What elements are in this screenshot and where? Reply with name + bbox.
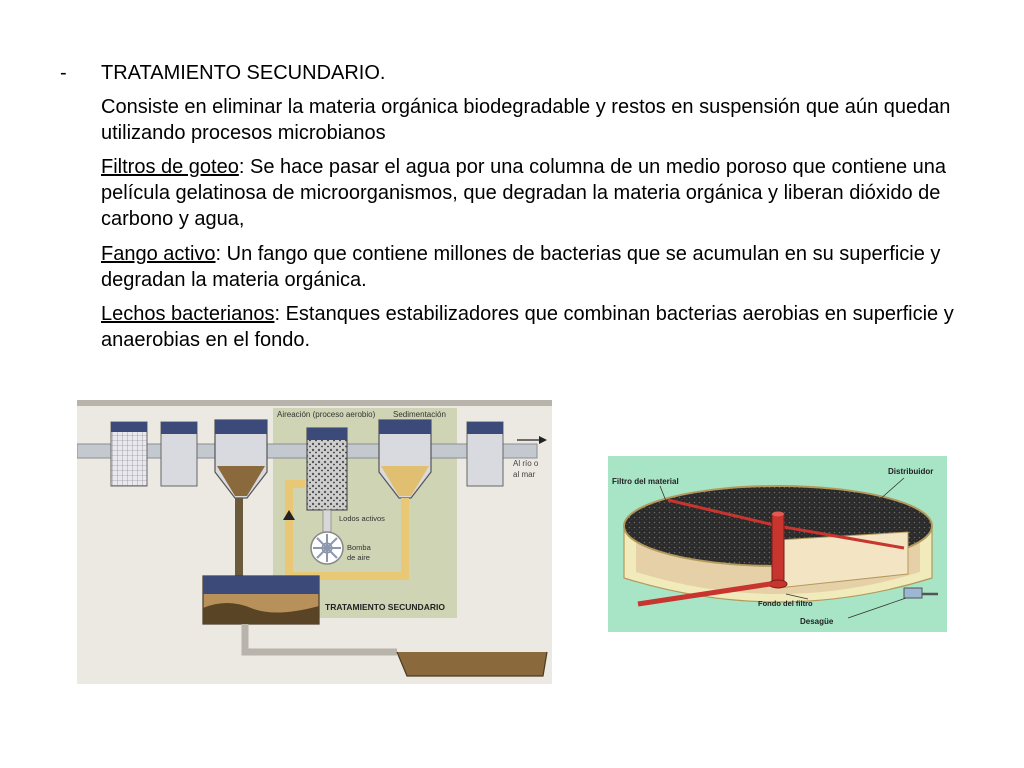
label-sludge: Lodos activos bbox=[339, 514, 385, 523]
air-pipe bbox=[323, 510, 331, 532]
paragraph-trickling-filters bbox=[101, 154, 981, 232]
label-drain: Desagüe bbox=[800, 617, 834, 626]
air-pump-blades bbox=[313, 534, 341, 562]
label-exit-line1: Al río o bbox=[513, 459, 539, 468]
trickling-filter-diagram bbox=[608, 456, 947, 632]
term-activated-sludge: Fango activo bbox=[101, 243, 216, 265]
aeration-column-water bbox=[307, 428, 347, 440]
drain-box bbox=[904, 588, 922, 598]
screen-tank-water bbox=[111, 422, 147, 432]
bullet-dash: - bbox=[60, 62, 67, 84]
label-pump-line1: Bomba bbox=[347, 543, 371, 552]
outlet-tank-water bbox=[467, 422, 503, 434]
label-exit-line2: al mar bbox=[513, 470, 536, 479]
primary-settler-water bbox=[215, 420, 267, 434]
term-bacterial-beds: Lechos bacterianos bbox=[101, 303, 275, 325]
sludge-tank-water bbox=[203, 576, 319, 594]
central-column-base bbox=[769, 580, 787, 588]
secondary-settler-water bbox=[379, 420, 431, 434]
label-diagram-title: TRATAMIENTO SECUNDARIO bbox=[325, 602, 445, 612]
label-filter-bottom: Fondo del filtro bbox=[758, 599, 813, 608]
pretreatment-tank-water bbox=[161, 422, 197, 434]
section-heading: TRATAMIENTO SECUNDARIO. bbox=[101, 62, 386, 84]
desc-bacterial-beds: : Estanques estabilizadores que combinan bacterias aerobias en superficie y anaerobias en el fondo. bbox=[101, 303, 954, 351]
intro-paragraph: Consiste en eliminar la materia orgánica biodegradable y restos en suspensión que aún quedan utilizando procesos microbianos bbox=[101, 96, 951, 144]
diagram1-top-edge bbox=[77, 400, 552, 406]
desc-activated-sludge: : Un fango que contiene millones de bacterias que se acumulan en su superficie y degradan la materia orgánica. bbox=[101, 243, 941, 291]
drying-bed bbox=[397, 652, 547, 676]
desc-trickling-filters: : Se hace pasar el agua por una columna de un medio poroso que contiene una película gelatinosa de microorganismos, que degradan la materia orgánica y liberan dióxido de carbono y agua, bbox=[101, 156, 947, 230]
secondary-treatment-diagram bbox=[77, 400, 552, 684]
label-distributor: Distribuidor bbox=[888, 467, 934, 476]
central-column bbox=[772, 514, 784, 584]
primary-sludge-pipe bbox=[235, 498, 243, 576]
paragraph-activated-sludge bbox=[101, 241, 981, 293]
paragraph-bacterial-beds bbox=[101, 301, 981, 353]
label-sedimentation: Sedimentación bbox=[393, 410, 446, 419]
label-filter-material: Filtro del material bbox=[612, 477, 679, 486]
central-column-top bbox=[772, 512, 784, 517]
label-pump-line2: de aire bbox=[347, 553, 370, 562]
label-aeration: Aireación (proceso aerobio) bbox=[277, 410, 376, 419]
term-trickling-filters: Filtros de goteo bbox=[101, 156, 239, 178]
aeration-column bbox=[307, 428, 347, 510]
